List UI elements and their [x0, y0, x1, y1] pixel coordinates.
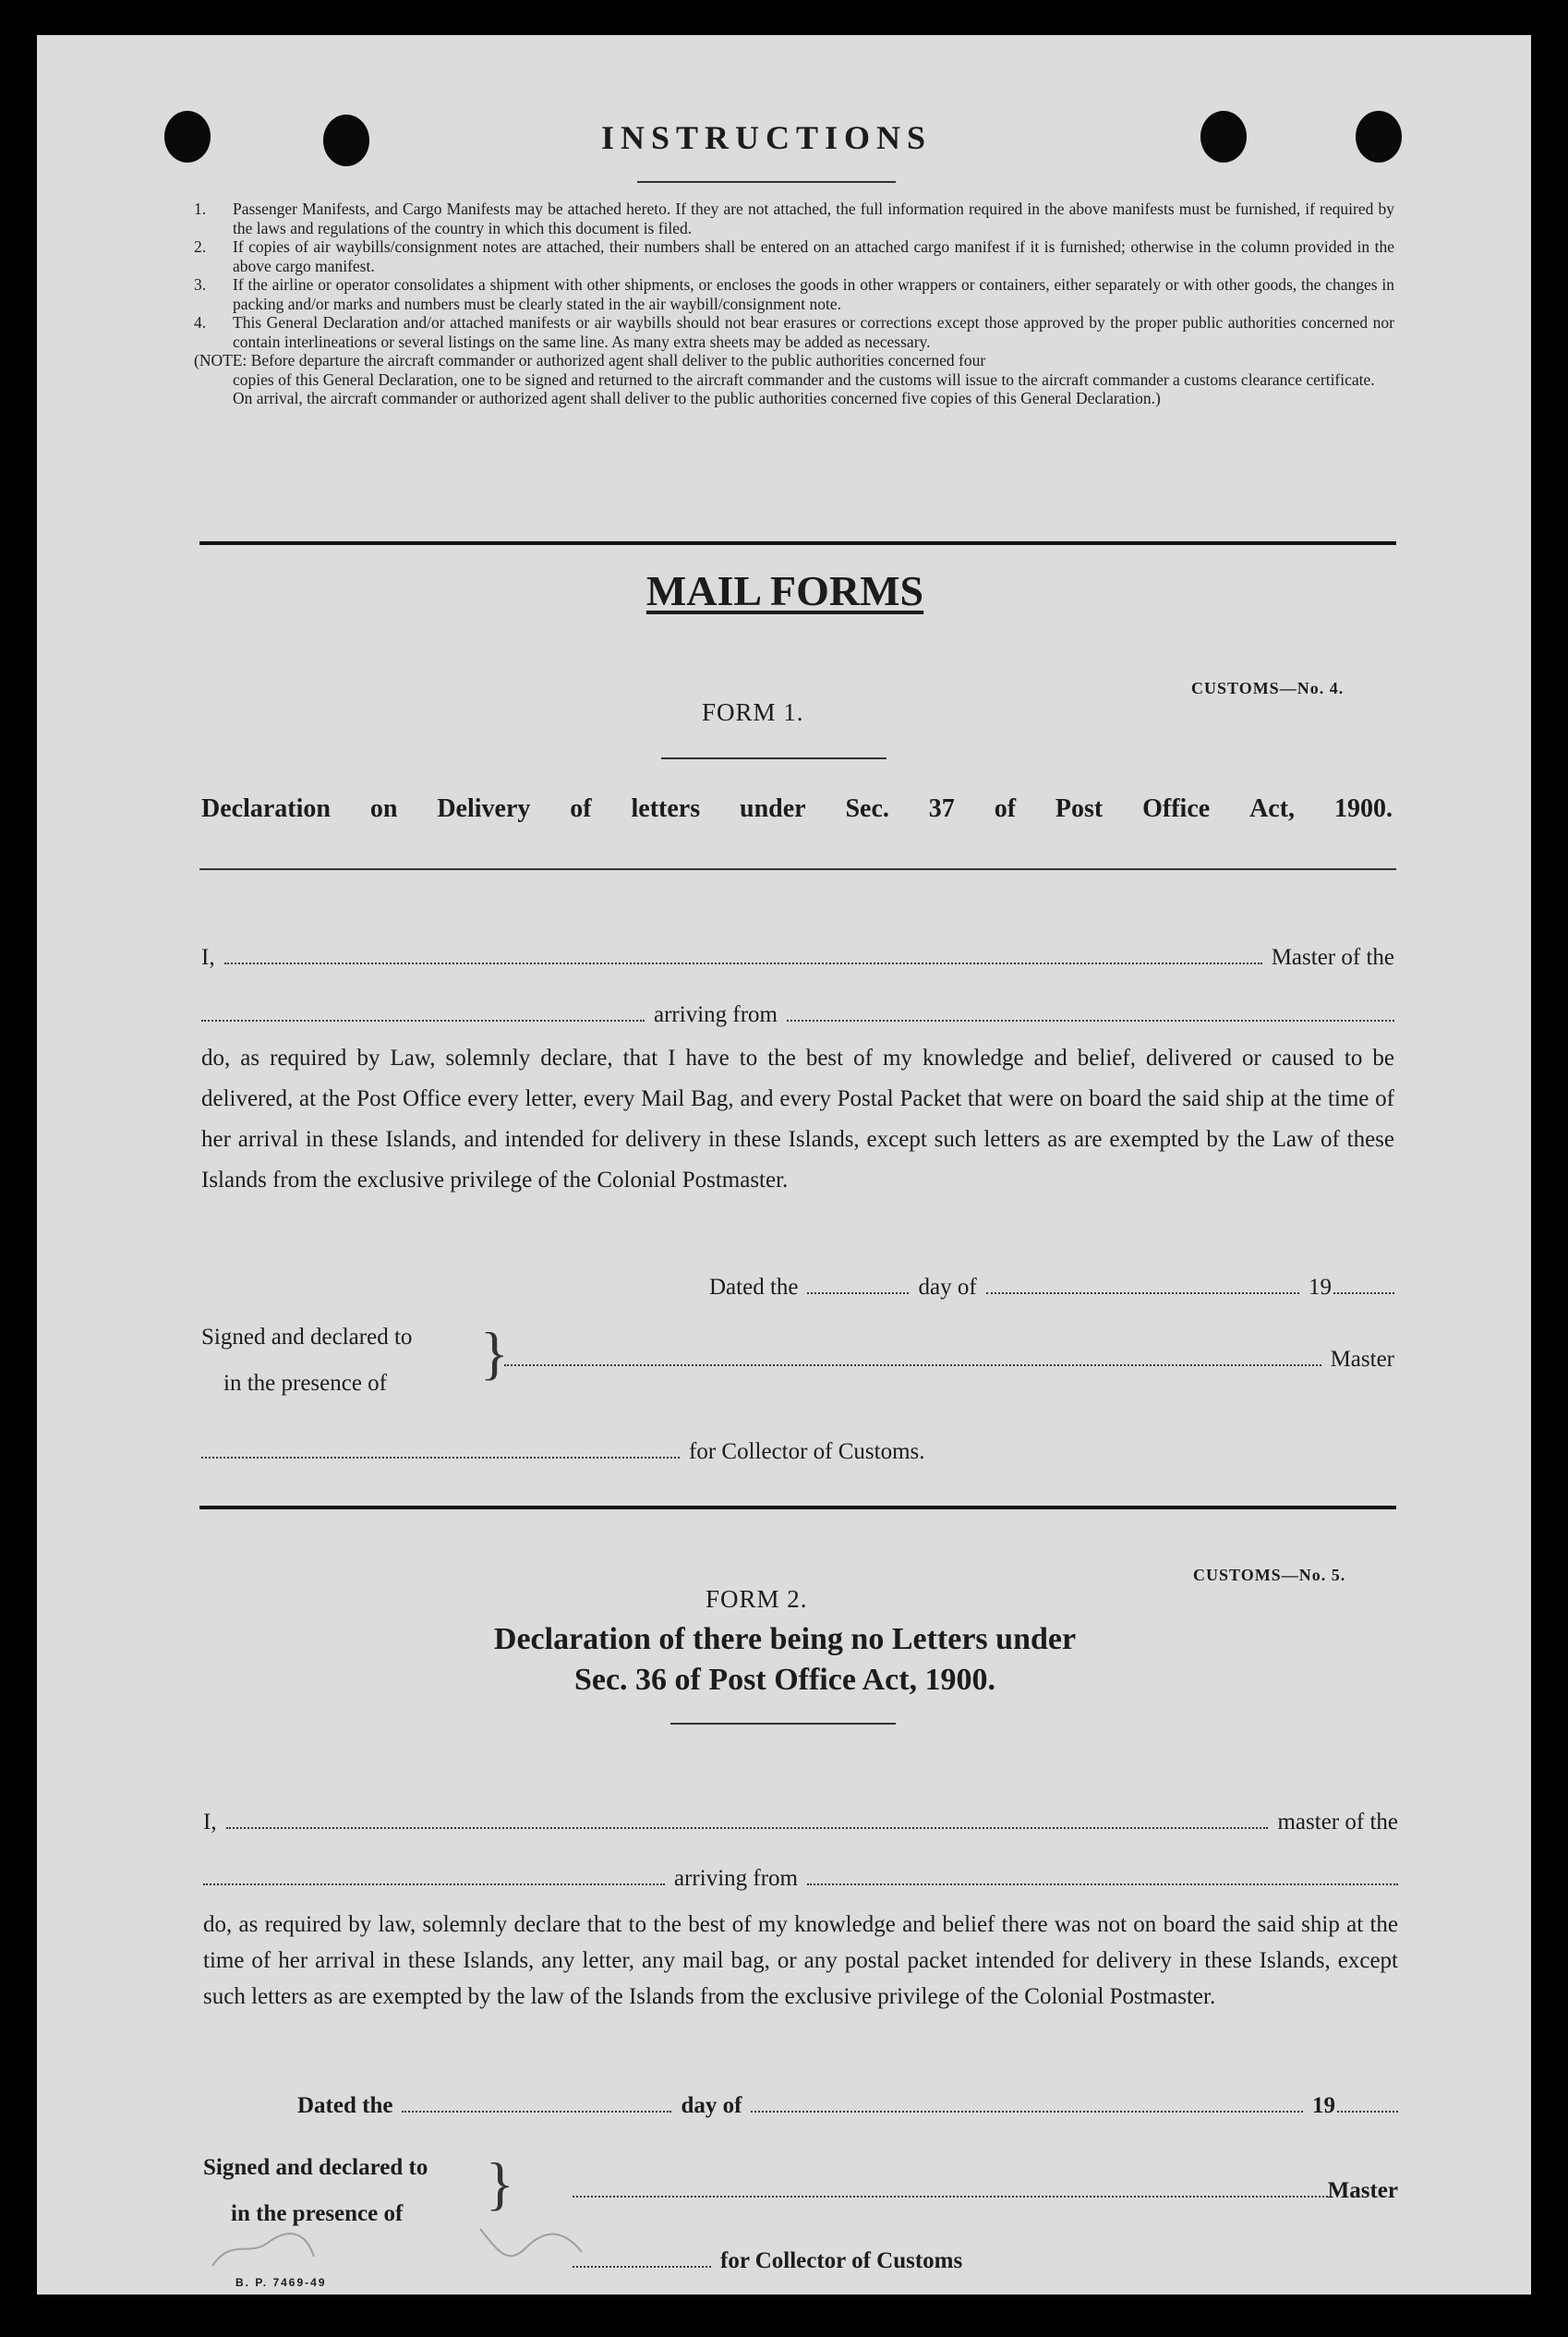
- form2-name-field[interactable]: [226, 1810, 1269, 1829]
- mail-forms-title: MAIL FORMS: [645, 567, 924, 614]
- form1-signed-line1: Signed and declared to: [201, 1325, 413, 1350]
- footer-print-code: B. P. 7469-49: [235, 2276, 327, 2289]
- handwritten-signature-mark: [203, 2201, 591, 2284]
- declaration-word: Act,: [1249, 794, 1296, 823]
- punch-hole-left-2: [323, 115, 369, 166]
- document-page: [37, 35, 1531, 2295]
- form1-day-of: day of: [918, 1275, 977, 1300]
- instruction-item: [194, 275, 1394, 313]
- instructions-list: [194, 200, 1394, 408]
- instruction-text: Passenger Manifests, and Cargo Manifests may be attached hereto. If they are not attached, the full information required in the above manifests must be furnished, if required by the laws and regulations of the country in which this document is filed.: [233, 200, 1394, 237]
- form2-line1-end: master of the: [1277, 1810, 1398, 1834]
- form2-arriving-line: [203, 1866, 1398, 1892]
- instruction-number: 2.: [194, 237, 207, 256]
- instruction-note-arrival: On arrival, the aircraft commander or authorized agent shall deliver to the public authorities concerned five copies of this General Declaration.): [233, 389, 1161, 407]
- punch-hole-right-2: [1356, 111, 1402, 163]
- declaration-word: of: [994, 794, 1017, 823]
- form1-day-field[interactable]: [807, 1276, 909, 1294]
- form2-declaration-line1: Declaration of there being no Letters under: [493, 1622, 1077, 1656]
- declaration-word: 37: [928, 794, 955, 823]
- form2-month-field[interactable]: [751, 2094, 1303, 2113]
- form2-dated-line: [297, 2093, 1398, 2119]
- instruction-item: [194, 313, 1394, 351]
- instruction-note-first: (NOTE: Before departure the aircraft commander or authorized agent shall deliver to the public authorities concerned four: [194, 351, 986, 369]
- declaration-word: of: [570, 794, 592, 823]
- form1-signature-field[interactable]: [504, 1348, 1321, 1366]
- instruction-text: If the airline or operator consolidates a shipment with other shipments, or encloses the goods in other wrappers or containers, either separately or with other goods, the changes in packing and/or marks and numbers must be clearly stated in the air waybill/consignment note.: [233, 275, 1394, 313]
- form1-body: do, as required by Law, solemnly declare, that I have to the best of my knowledge and belief, delivered or caused to be delivered, at the Post Office every letter, every Mail Bag, and every Postal Packet that were on board the said ship at the time of her arrival in these Islands, and intended for delivery in these Islands, except such letters as are exempted by the Law of these Islands from the exclusive privilege of the Colonial Postmaster.: [201, 1046, 1394, 1193]
- instruction-number: 3.: [194, 275, 207, 294]
- form1-title-underline: [199, 868, 1396, 870]
- form2-day-of: day of: [681, 2093, 742, 2118]
- form1-collector-label: for Collector of Customs.: [689, 1439, 925, 1464]
- form1-signed-line2: in the presence of: [223, 1371, 388, 1396]
- form1-year-field[interactable]: [1333, 1276, 1394, 1294]
- form1-brace: }: [480, 1320, 509, 1386]
- declaration-word: Post: [1055, 794, 1104, 823]
- form2-collector-label: for Collector of Customs: [720, 2248, 963, 2273]
- form1-year: 19: [1309, 1275, 1332, 1300]
- form2-master-signature-line: [573, 2178, 1398, 2204]
- form2-declaration-title: [406, 1619, 1164, 1701]
- form1-master-signature-line: [504, 1347, 1394, 1373]
- form2-ship-field[interactable]: [203, 1867, 665, 1885]
- form1-heading: FORM 1.: [702, 698, 804, 726]
- form1-arriving-from: arriving from: [654, 1002, 778, 1027]
- form2-body: do, as required by law, solemnly declare that to the best of my knowledge and belief there was not on board the said ship at the time of her arrival in these Islands, any letter, any mail bag, or any postal packet intended for delivery in these Islands, except such letters as are exempted by the law of the Islands from the exclusive privilege of the Colonial Postmaster.: [203, 1912, 1398, 2009]
- form2-signature-field[interactable]: [573, 2179, 1328, 2198]
- instruction-item: [194, 237, 1394, 275]
- punch-hole-left-1: [164, 111, 211, 163]
- form1-signed-block: [201, 1314, 412, 1407]
- form1-master-line: [201, 945, 1394, 971]
- form1-declaration-title: [201, 794, 1393, 824]
- form2-master-label: Master: [1327, 2178, 1398, 2203]
- declaration-word: Office: [1142, 794, 1211, 823]
- form2-heading: FORM 2.: [706, 1585, 808, 1613]
- declaration-word: under: [740, 794, 806, 823]
- instruction-note-rest: copies of this General Declaration, one to be signed and returned to the aircraft commander and the customs will issue to the aircraft commander a customs clearance certificate.: [233, 369, 1375, 389]
- form1-collector-field[interactable]: [201, 1440, 680, 1459]
- declaration-word: Sec.: [845, 794, 889, 823]
- form1-heading-rule: [661, 757, 887, 759]
- form1-origin-field[interactable]: [787, 1003, 1394, 1022]
- form2-customs-number: CUSTOMS—No. 5.: [1193, 1566, 1346, 1584]
- form2-signed-line2: in the presence of: [231, 2201, 404, 2226]
- instruction-number: 4.: [194, 313, 207, 332]
- form1-month-field[interactable]: [986, 1276, 1299, 1294]
- form2-year-field[interactable]: [1337, 2094, 1398, 2113]
- form2-title-rule: [670, 1723, 896, 1725]
- instruction-item: [194, 200, 1394, 237]
- form1-name-field[interactable]: [224, 946, 1262, 964]
- declaration-word: on: [369, 794, 398, 823]
- instruction-text: This General Declaration and/or attached manifests or air waybills should not bear erasures or corrections except those approved by the proper public authorities concerned nor contain interlineations or several listings on the same line. As many extra sheets may be added as necessary.: [233, 313, 1394, 351]
- form1-dated-line: [709, 1275, 1394, 1301]
- declaration-word: 1900.: [1333, 794, 1393, 823]
- form2-declaration-line2: Sec. 36 of Post Office Act, 1900.: [573, 1663, 996, 1697]
- form2-dated-the: Dated the: [297, 2093, 393, 2118]
- form2-arriving-from: arriving from: [674, 1866, 798, 1891]
- form1-collector-line: [201, 1439, 1032, 1465]
- form1-customs-number: CUSTOMS—No. 4.: [1191, 679, 1345, 697]
- instructions-title-rule: [637, 181, 896, 183]
- section-divider-middle: [199, 1506, 1396, 1509]
- form2-day-field[interactable]: [402, 2094, 671, 2113]
- declaration-word: Delivery: [437, 794, 531, 823]
- form1-master-label: Master: [1330, 1347, 1394, 1372]
- form1-line1-end: Master of the: [1271, 945, 1394, 970]
- declaration-word: letters: [631, 794, 701, 823]
- section-divider-top: [199, 541, 1396, 545]
- form2-brace: }: [486, 2150, 514, 2216]
- form2-origin-field[interactable]: [807, 1867, 1398, 1885]
- declaration-word: Declaration: [201, 794, 331, 823]
- form2-collector-field[interactable]: [573, 2249, 711, 2268]
- form1-dated-the: Dated the: [709, 1275, 799, 1300]
- instruction-text: If copies of air waybills/consignment notes are attached, their numbers shall be entered on an attached cargo manifest if it is furnished; otherwise in the column provided in the above cargo manifest.: [233, 237, 1394, 275]
- form2-signed-line1: Signed and declared to: [203, 2155, 428, 2180]
- form2-year: 19: [1312, 2093, 1335, 2118]
- form1-line1-start: I,: [201, 945, 215, 970]
- form1-arriving-line: [201, 1002, 1394, 1028]
- form2-master-line: [203, 1810, 1398, 1835]
- form2-line1-start: I,: [203, 1810, 217, 1834]
- instruction-number: 1.: [194, 200, 207, 218]
- instructions-title: INSTRUCTIONS: [600, 119, 933, 156]
- punch-hole-right-1: [1200, 111, 1247, 163]
- form1-ship-field[interactable]: [201, 1003, 645, 1022]
- form2-collector-line: [573, 2248, 1053, 2274]
